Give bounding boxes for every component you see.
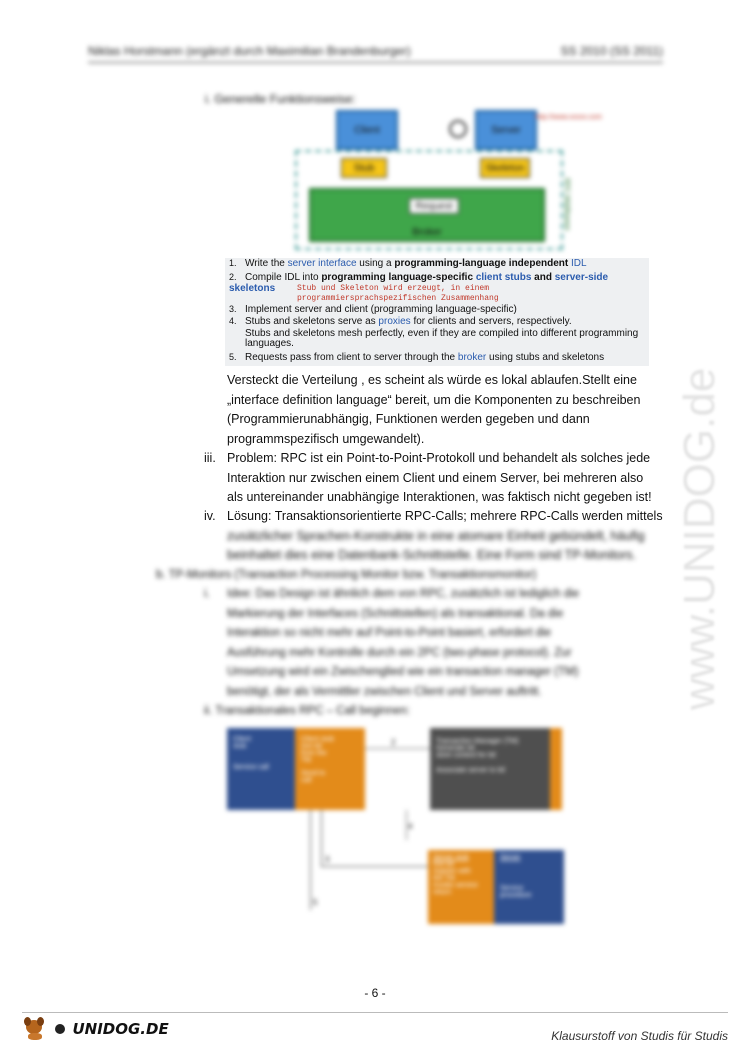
paragraph-line: programmspezifisch umgewandelt).: [227, 431, 425, 446]
item-iii-text: [227, 449, 652, 508]
client-box: Client: [336, 110, 398, 150]
paragraph-line: zusätzlicher Sprachen-Konstrukte in eine atomare Einheit gebündelt, häufig: [227, 528, 645, 543]
client-stub-box: Client stub Get tid from the TM Send to call: [295, 728, 365, 810]
watermark: [672, 280, 732, 720]
server-box: Server Service procedure: [494, 850, 564, 924]
paragraph-line: Lösung: Transaktionsorientierte RPC-Calls; mehrere RPC-Calls werden mittels: [227, 509, 663, 523]
paragraph-line: Problem: RPC ist ein Point-to-Point-Protokoll und behandelt als solches jede: [227, 451, 651, 465]
skeleton-box: Skeleton: [480, 158, 530, 178]
description-paragraph: [227, 371, 640, 449]
section-b-heading: b. TP-Monitors (Transaction Processing Monitor bzw. Transaktionsmonitor): [156, 569, 537, 581]
footer-divider: [22, 1012, 728, 1013]
page-number: - 6 -: [364, 986, 386, 1000]
slide-annotation: Stub und Skeleton wird erzeugt, in einem: [297, 284, 490, 293]
arrow-4: [406, 810, 407, 840]
slide-step-text: using stubs and skeletons: [486, 352, 605, 363]
slide-step-text: client stubs: [475, 272, 532, 283]
slide-step-number: 5.: [229, 352, 237, 362]
arrow-4-label: 4: [408, 822, 413, 831]
transactional-rpc-diagram: [225, 726, 565, 926]
rpc-steps-slide: [225, 258, 649, 366]
unidog-logo: [22, 1017, 169, 1041]
stub-box: Stub: [341, 158, 387, 178]
request-box: Request: [409, 198, 459, 214]
slide-step-text: programming-language independent: [394, 258, 572, 269]
slide-annotation: programmiersprachspezifischen Zusammenhang: [297, 294, 499, 303]
paragraph-line: Markierung der Interfaces (Schnittstellen) als transaktional. Da die: [227, 607, 564, 620]
paragraph-line: Versteckt die Verteilung , es scheint als würde es lokal ablaufen.Stellt eine: [227, 373, 637, 387]
item-b-i-number: i.: [204, 588, 210, 600]
paragraph-line: beinhaltet dies eine Datenbank-Schnittstelle. Eine Form sind TP-Monitors.: [227, 548, 637, 562]
arrow-5: [310, 810, 311, 910]
slide-step-text: using a: [356, 258, 395, 269]
item-iv-text: [227, 507, 663, 566]
slide-step: [229, 258, 587, 269]
slide-step-text: broker: [457, 352, 487, 363]
slide-step-text: languages.: [245, 338, 294, 349]
paragraph-line: als untereinander unabhängige Interaktionen, was faktisch nicht gegeben ist!: [227, 490, 652, 504]
logo-text: UNIDOG.DE: [72, 1020, 169, 1038]
transaction-manager-box: Transaction Manager (TM) Generate tid store context for tid Associate server to tid: [430, 728, 550, 810]
paragraph-line: Interaktion so nicht mehr auf Point-to-Point basiert, erfordert die: [227, 627, 552, 639]
arrow-3: [321, 866, 428, 867]
arrow-3-label: 3: [325, 855, 330, 864]
slide-step-number: 3.: [229, 304, 237, 314]
arrow-5-label: 5: [313, 898, 318, 907]
broker-box: Broker: [309, 188, 545, 242]
item-b-i-text: [227, 585, 647, 702]
slide-step-text: proxies: [378, 316, 411, 327]
slide-step-text: server interface: [287, 258, 357, 269]
paragraph-line: „interface definition language“ bereit, um die Komponenten zu beschreiben: [227, 392, 641, 407]
header-divider: [88, 62, 663, 63]
slide-step-text: programming language-specific: [321, 272, 476, 283]
paragraph-line: Interaktion nur zwischen einem Client und einem Server, bei mehreren also: [227, 470, 644, 485]
middleware-label: RPC Middleware: [563, 178, 570, 231]
slide-step-text: for clients and servers, respectively.: [410, 316, 572, 327]
paragraph-line: Ausführung mehr Kontrolle durch ein 2PC (two-phase protocol). Zur: [227, 646, 572, 659]
slide-step-number: 1.: [229, 258, 237, 268]
slide-step-text: Requests pass from client to server through the: [245, 352, 458, 363]
interface-circle-icon: [449, 120, 467, 138]
slide-step: [229, 316, 572, 327]
slide-step-text: Stubs and skeletons serve as: [245, 316, 379, 327]
paragraph-line: Idee: Das Design ist ähnlich dem von RPC, zusätzlich ist lediglich die: [227, 588, 580, 600]
diagram-tag: http://www.xxxxx.com: [535, 114, 602, 121]
paw-icon: [55, 1024, 65, 1034]
slide-step: [229, 304, 517, 315]
paragraph-line: (Programmierunabhängig, Funktionen werden gegeben und dann: [227, 412, 590, 426]
server-stub-box: Server stub Get tid register with the TM Invoke service return: [428, 850, 494, 924]
slide-step-text: Stubs and skeletons mesh perfectly, even if they are compiled into different programming: [245, 328, 639, 339]
slide-step-number: 2.: [229, 272, 237, 282]
arrow-2-label: 2: [391, 738, 396, 747]
header-semester: SS 2010 (SS 2011): [560, 44, 663, 58]
slide-step-text: Implement server and client (programming language-specific): [245, 304, 517, 315]
slide-step-text: and: [531, 272, 555, 283]
slide-step-text: Compile IDL into: [245, 272, 322, 283]
section-i-heading: i. Generelle Funktionsweise:: [205, 92, 356, 106]
item-iv-number: iv.: [204, 509, 216, 523]
tm-side-bar: [550, 728, 562, 810]
arrow-2: [365, 748, 430, 749]
slide-step-text: Write the: [245, 258, 288, 269]
paragraph-line: Umsetzung wird ein Zwischenglied wie ein transaction manager (TM): [227, 666, 579, 678]
page-header: [88, 44, 663, 58]
dog-icon: [22, 1017, 48, 1041]
slide-step-text: IDL: [571, 258, 587, 269]
header-author: Niklas Horstmann (ergänzt durch Maximilian Brandenburger): [88, 44, 411, 58]
server-box: Server: [475, 110, 537, 150]
slide-step-number: 4.: [229, 316, 237, 326]
paragraph-line: benötigt, der als Vermittler zwischen Client und Server auftritt.: [227, 685, 542, 698]
item-iii-number: iii.: [204, 451, 216, 465]
slide-step: [229, 352, 604, 363]
item-b-ii-heading: ii. Transaktionales RPC – Call beginnen:: [204, 705, 410, 717]
rpc-diagram: [225, 108, 649, 258]
client-box: Client stub Service call: [227, 728, 295, 810]
slide-step-text: server-side skeletons: [229, 272, 609, 294]
watermark-text: www.UNIDOG.de: [675, 367, 724, 710]
arrow-3-vertical: [321, 810, 322, 866]
footer-tagline: Klausurstoff von Studis für Studis: [551, 1029, 728, 1043]
slide-step: [229, 338, 294, 349]
